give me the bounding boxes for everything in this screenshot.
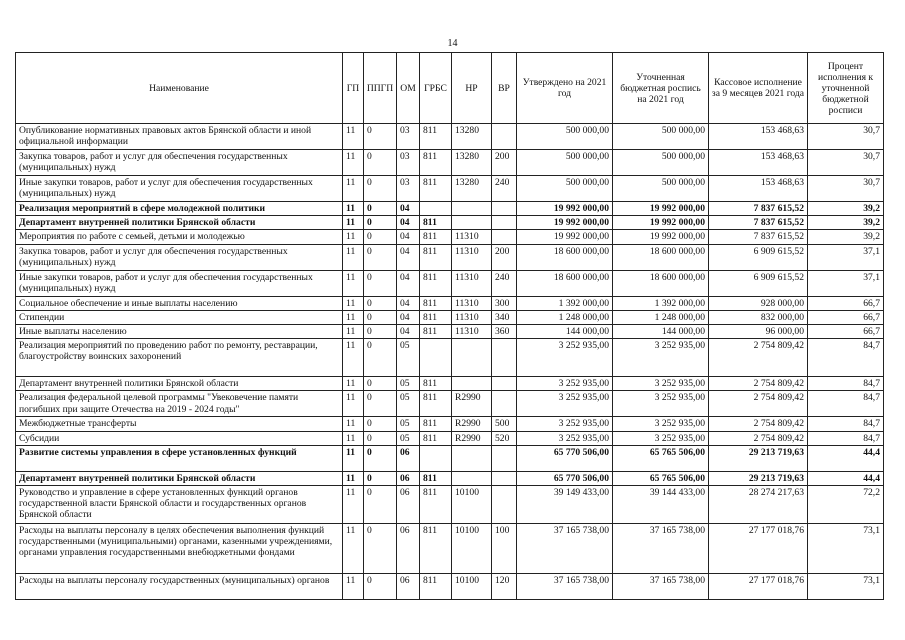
- row-cash-cell: 6 909 615,52: [709, 244, 808, 270]
- row-gp-cell: 11: [343, 339, 364, 377]
- row-approved-cell: 3 252 935,00: [517, 377, 613, 391]
- row-gp-cell: 11: [343, 377, 364, 391]
- table-row: [16, 150, 884, 176]
- row-grbs-cell: [420, 339, 452, 377]
- row-name-cell: Социальное обеспечение и иные выплаты населению: [16, 296, 343, 310]
- column-header-name: Наименование: [16, 53, 343, 124]
- table-row: [16, 391, 884, 417]
- row-nr-cell: [452, 377, 492, 391]
- row-ppgp-cell: 0: [364, 244, 397, 270]
- row-cash-cell: 153 468,63: [709, 124, 808, 150]
- page-number: 14: [447, 38, 458, 49]
- row-cash-cell: 7 837 615,52: [709, 230, 808, 244]
- row-refined-cell: 65 765 506,00: [613, 445, 709, 471]
- row-name-cell: Иные выплаты населению: [16, 325, 343, 339]
- row-vr-cell: [492, 445, 517, 471]
- row-nr-cell: R2990: [452, 391, 492, 417]
- table-row: [16, 377, 884, 391]
- row-nr-cell: R2990: [452, 417, 492, 431]
- row-name-cell: Реализация мероприятий по проведению работ по ремонту, реставрации, благоустройству воинских захоронений: [16, 339, 343, 377]
- row-grbs-cell: 811: [420, 270, 452, 296]
- row-grbs-cell: 811: [420, 176, 452, 202]
- row-percent-cell: 30,7: [808, 150, 884, 176]
- row-vr-cell: 200: [492, 150, 517, 176]
- row-cash-cell: 153 468,63: [709, 150, 808, 176]
- row-grbs-cell: 811: [420, 524, 452, 574]
- table-row: [16, 417, 884, 431]
- row-om-cell: 05: [397, 431, 420, 445]
- row-vr-cell: 520: [492, 431, 517, 445]
- column-header-gp: ГП: [343, 53, 364, 124]
- row-om-cell: 04: [397, 296, 420, 310]
- row-refined-cell: 3 252 935,00: [613, 391, 709, 417]
- table-row: [16, 176, 884, 202]
- table-row: [16, 310, 884, 324]
- row-refined-cell: 65 765 506,00: [613, 471, 709, 485]
- row-om-cell: 05: [397, 417, 420, 431]
- row-refined-cell: 18 600 000,00: [613, 244, 709, 270]
- row-ppgp-cell: 0: [364, 310, 397, 324]
- row-refined-cell: 1 392 000,00: [613, 296, 709, 310]
- row-om-cell: 04: [397, 230, 420, 244]
- column-header-grbs: ГРБС: [420, 53, 452, 124]
- row-approved-cell: 144 000,00: [517, 325, 613, 339]
- row-ppgp-cell: 0: [364, 339, 397, 377]
- row-nr-cell: 13280: [452, 150, 492, 176]
- row-om-cell: 04: [397, 325, 420, 339]
- row-vr-cell: 240: [492, 270, 517, 296]
- row-name-cell: Руководство и управление в сфере установленных функций органов государственной власти Брянской области и государственных органов Брянской области: [16, 486, 343, 524]
- row-gp-cell: 11: [343, 417, 364, 431]
- table-row: [16, 124, 884, 150]
- row-refined-cell: 3 252 935,00: [613, 431, 709, 445]
- row-vr-cell: [492, 377, 517, 391]
- column-header-cash: Кассовое исполнение за 9 месяцев 2021 года: [709, 53, 808, 124]
- table-row: [16, 230, 884, 244]
- row-grbs-cell: 811: [420, 391, 452, 417]
- table-header-row: [16, 53, 884, 124]
- row-gp-cell: 11: [343, 150, 364, 176]
- row-grbs-cell: [420, 445, 452, 471]
- row-vr-cell: [492, 124, 517, 150]
- row-refined-cell: 18 600 000,00: [613, 270, 709, 296]
- row-approved-cell: 500 000,00: [517, 150, 613, 176]
- row-ppgp-cell: 0: [364, 431, 397, 445]
- row-ppgp-cell: 0: [364, 417, 397, 431]
- row-cash-cell: 2 754 809,42: [709, 417, 808, 431]
- row-name-cell: Департамент внутренней политики Брянской области: [16, 377, 343, 391]
- row-cash-cell: 96 000,00: [709, 325, 808, 339]
- row-cash-cell: 928 000,00: [709, 296, 808, 310]
- row-approved-cell: 19 992 000,00: [517, 202, 613, 216]
- row-refined-cell: 37 165 738,00: [613, 574, 709, 600]
- row-vr-cell: [492, 471, 517, 485]
- row-approved-cell: 65 770 506,00: [517, 445, 613, 471]
- row-percent-cell: 44,4: [808, 471, 884, 485]
- row-percent-cell: 72,2: [808, 486, 884, 524]
- row-name-cell: Реализация федеральной целевой программы "Увековечение памяти погибших при защите Отечества на 2019 - 2024 годы": [16, 391, 343, 417]
- row-om-cell: 03: [397, 150, 420, 176]
- table-row: [16, 270, 884, 296]
- row-grbs-cell: 811: [420, 296, 452, 310]
- row-refined-cell: 500 000,00: [613, 124, 709, 150]
- row-cash-cell: 6 909 615,52: [709, 270, 808, 296]
- table-row: [16, 325, 884, 339]
- row-vr-cell: [492, 486, 517, 524]
- row-om-cell: 06: [397, 445, 420, 471]
- row-grbs-cell: [420, 202, 452, 216]
- row-percent-cell: 84,7: [808, 339, 884, 377]
- row-refined-cell: 19 992 000,00: [613, 202, 709, 216]
- row-nr-cell: 10100: [452, 574, 492, 600]
- column-header-approved: Утверждено на 2021 год: [517, 53, 613, 124]
- row-percent-cell: 37,1: [808, 270, 884, 296]
- row-percent-cell: 73,1: [808, 574, 884, 600]
- row-percent-cell: 39,2: [808, 216, 884, 230]
- row-grbs-cell: 811: [420, 325, 452, 339]
- row-cash-cell: 153 468,63: [709, 176, 808, 202]
- row-nr-cell: [452, 445, 492, 471]
- column-header-percent: Процент исполнения к уточненной бюджетной росписи: [808, 53, 884, 124]
- row-vr-cell: 240: [492, 176, 517, 202]
- row-nr-cell: R2990: [452, 431, 492, 445]
- row-grbs-cell: 811: [420, 150, 452, 176]
- table-row: [16, 574, 884, 600]
- row-percent-cell: 44,4: [808, 445, 884, 471]
- row-ppgp-cell: 0: [364, 230, 397, 244]
- table-row: [16, 471, 884, 485]
- table-row: [16, 431, 884, 445]
- row-om-cell: 05: [397, 377, 420, 391]
- row-approved-cell: 18 600 000,00: [517, 270, 613, 296]
- row-approved-cell: 19 992 000,00: [517, 216, 613, 230]
- row-name-cell: Субсидии: [16, 431, 343, 445]
- row-om-cell: 03: [397, 176, 420, 202]
- row-name-cell: Департамент внутренней политики Брянской области: [16, 216, 343, 230]
- row-om-cell: 06: [397, 471, 420, 485]
- column-header-nr: НР: [452, 53, 492, 124]
- row-name-cell: Департамент внутренней политики Брянской области: [16, 471, 343, 485]
- row-vr-cell: 100: [492, 524, 517, 574]
- column-header-vr: ВР: [492, 53, 517, 124]
- row-om-cell: 05: [397, 339, 420, 377]
- row-cash-cell: 2 754 809,42: [709, 431, 808, 445]
- row-refined-cell: 1 248 000,00: [613, 310, 709, 324]
- row-nr-cell: 11310: [452, 270, 492, 296]
- row-ppgp-cell: 0: [364, 445, 397, 471]
- row-refined-cell: 500 000,00: [613, 176, 709, 202]
- row-percent-cell: 30,7: [808, 176, 884, 202]
- table-row: [16, 202, 884, 216]
- row-vr-cell: 300: [492, 296, 517, 310]
- row-om-cell: 04: [397, 202, 420, 216]
- row-grbs-cell: 811: [420, 574, 452, 600]
- row-name-cell: Иные закупки товаров, работ и услуг для обеспечения государственных (муниципальных) нужд: [16, 270, 343, 296]
- row-percent-cell: 84,7: [808, 391, 884, 417]
- row-ppgp-cell: 0: [364, 486, 397, 524]
- row-gp-cell: 11: [343, 216, 364, 230]
- row-ppgp-cell: 0: [364, 524, 397, 574]
- row-cash-cell: 27 177 018,76: [709, 524, 808, 574]
- row-name-cell: Мероприятия по работе с семьей, детьми и молодежью: [16, 230, 343, 244]
- row-nr-cell: [452, 202, 492, 216]
- row-om-cell: 04: [397, 310, 420, 324]
- row-nr-cell: [452, 339, 492, 377]
- row-approved-cell: 19 992 000,00: [517, 230, 613, 244]
- row-grbs-cell: 811: [420, 486, 452, 524]
- row-gp-cell: 11: [343, 325, 364, 339]
- row-refined-cell: 19 992 000,00: [613, 216, 709, 230]
- row-gp-cell: 11: [343, 296, 364, 310]
- row-gp-cell: 11: [343, 244, 364, 270]
- row-ppgp-cell: 0: [364, 216, 397, 230]
- row-refined-cell: 3 252 935,00: [613, 339, 709, 377]
- row-nr-cell: 11310: [452, 230, 492, 244]
- row-approved-cell: 1 392 000,00: [517, 296, 613, 310]
- row-gp-cell: 11: [343, 202, 364, 216]
- row-ppgp-cell: 0: [364, 471, 397, 485]
- row-gp-cell: 11: [343, 176, 364, 202]
- row-cash-cell: 7 837 615,52: [709, 202, 808, 216]
- row-name-cell: Иные закупки товаров, работ и услуг для обеспечения государственных (муниципальных) нужд: [16, 176, 343, 202]
- row-approved-cell: 3 252 935,00: [517, 431, 613, 445]
- row-nr-cell: 10100: [452, 486, 492, 524]
- row-name-cell: Стипендии: [16, 310, 343, 324]
- row-name-cell: Закупка товаров, работ и услуг для обеспечения государственных (муниципальных) нужд: [16, 244, 343, 270]
- row-percent-cell: 39,2: [808, 202, 884, 216]
- row-vr-cell: [492, 339, 517, 377]
- row-refined-cell: 3 252 935,00: [613, 417, 709, 431]
- row-refined-cell: 3 252 935,00: [613, 377, 709, 391]
- row-grbs-cell: 811: [420, 216, 452, 230]
- row-cash-cell: 2 754 809,42: [709, 377, 808, 391]
- row-om-cell: 03: [397, 124, 420, 150]
- row-cash-cell: 2 754 809,42: [709, 391, 808, 417]
- row-approved-cell: 3 252 935,00: [517, 417, 613, 431]
- row-ppgp-cell: 0: [364, 176, 397, 202]
- row-vr-cell: [492, 216, 517, 230]
- row-ppgp-cell: 0: [364, 391, 397, 417]
- row-vr-cell: 200: [492, 244, 517, 270]
- row-name-cell: Межбюджетные трансферты: [16, 417, 343, 431]
- row-om-cell: 04: [397, 244, 420, 270]
- row-approved-cell: 18 600 000,00: [517, 244, 613, 270]
- column-header-ppgp: ППГП: [364, 53, 397, 124]
- row-vr-cell: 360: [492, 325, 517, 339]
- column-header-refined: Уточненная бюджетная роспись на 2021 год: [613, 53, 709, 124]
- row-ppgp-cell: 0: [364, 124, 397, 150]
- row-om-cell: 06: [397, 486, 420, 524]
- row-nr-cell: 11310: [452, 325, 492, 339]
- row-ppgp-cell: 0: [364, 270, 397, 296]
- row-percent-cell: 84,7: [808, 377, 884, 391]
- row-gp-cell: 11: [343, 310, 364, 324]
- row-approved-cell: 37 165 738,00: [517, 524, 613, 574]
- row-name-cell: Опубликование нормативных правовых актов Брянской области и иной официальной информации: [16, 124, 343, 150]
- row-gp-cell: 11: [343, 230, 364, 244]
- table-row: [16, 244, 884, 270]
- row-ppgp-cell: 0: [364, 202, 397, 216]
- row-refined-cell: 500 000,00: [613, 150, 709, 176]
- row-grbs-cell: 811: [420, 431, 452, 445]
- row-om-cell: 06: [397, 574, 420, 600]
- row-name-cell: Развитие системы управления в сфере установленных функций: [16, 445, 343, 471]
- row-gp-cell: 11: [343, 471, 364, 485]
- row-refined-cell: 39 144 433,00: [613, 486, 709, 524]
- row-cash-cell: 29 213 719,63: [709, 471, 808, 485]
- row-vr-cell: 340: [492, 310, 517, 324]
- row-approved-cell: 500 000,00: [517, 124, 613, 150]
- row-percent-cell: 66,7: [808, 325, 884, 339]
- row-name-cell: Закупка товаров, работ и услуг для обеспечения государственных (муниципальных) нужд: [16, 150, 343, 176]
- row-gp-cell: 11: [343, 124, 364, 150]
- row-refined-cell: 144 000,00: [613, 325, 709, 339]
- row-vr-cell: 120: [492, 574, 517, 600]
- row-ppgp-cell: 0: [364, 296, 397, 310]
- row-percent-cell: 73,1: [808, 524, 884, 574]
- table-row: [16, 296, 884, 310]
- row-nr-cell: 10100: [452, 524, 492, 574]
- row-nr-cell: [452, 471, 492, 485]
- row-nr-cell: 11310: [452, 310, 492, 324]
- table-row: [16, 486, 884, 524]
- row-name-cell: Расходы на выплаты персоналу в целях обеспечения выполнения функций государственными (муниципальными) органами, казенными учреждениями, органами управления государственными внебюджетными фондами: [16, 524, 343, 574]
- row-name-cell: Реализация мероприятий в сфере молодежной политики: [16, 202, 343, 216]
- row-gp-cell: 11: [343, 391, 364, 417]
- row-approved-cell: 37 165 738,00: [517, 574, 613, 600]
- row-approved-cell: 3 252 935,00: [517, 391, 613, 417]
- row-nr-cell: 11310: [452, 244, 492, 270]
- row-gp-cell: 11: [343, 574, 364, 600]
- table-row: [16, 216, 884, 230]
- table-body: [16, 124, 884, 600]
- row-name-cell: Расходы на выплаты персоналу государственных (муниципальных) органов: [16, 574, 343, 600]
- column-header-om: ОМ: [397, 53, 420, 124]
- row-approved-cell: 39 149 433,00: [517, 486, 613, 524]
- row-percent-cell: 84,7: [808, 431, 884, 445]
- row-percent-cell: 37,1: [808, 244, 884, 270]
- row-percent-cell: 66,7: [808, 310, 884, 324]
- row-percent-cell: 84,7: [808, 417, 884, 431]
- row-vr-cell: 500: [492, 417, 517, 431]
- row-grbs-cell: 811: [420, 471, 452, 485]
- row-gp-cell: 11: [343, 270, 364, 296]
- row-ppgp-cell: 0: [364, 574, 397, 600]
- row-nr-cell: 13280: [452, 124, 492, 150]
- row-gp-cell: 11: [343, 524, 364, 574]
- table-row: [16, 524, 884, 574]
- row-om-cell: 06: [397, 524, 420, 574]
- row-gp-cell: 11: [343, 431, 364, 445]
- row-percent-cell: 66,7: [808, 296, 884, 310]
- row-percent-cell: 30,7: [808, 124, 884, 150]
- budget-table: [15, 52, 884, 600]
- row-nr-cell: [452, 216, 492, 230]
- row-approved-cell: 500 000,00: [517, 176, 613, 202]
- row-nr-cell: 13280: [452, 176, 492, 202]
- row-ppgp-cell: 0: [364, 325, 397, 339]
- row-percent-cell: 39,2: [808, 230, 884, 244]
- row-om-cell: 05: [397, 391, 420, 417]
- table-row: [16, 339, 884, 377]
- row-grbs-cell: 811: [420, 244, 452, 270]
- row-om-cell: 04: [397, 216, 420, 230]
- row-cash-cell: 28 274 217,63: [709, 486, 808, 524]
- row-cash-cell: 7 837 615,52: [709, 216, 808, 230]
- row-vr-cell: [492, 202, 517, 216]
- row-approved-cell: 65 770 506,00: [517, 471, 613, 485]
- row-grbs-cell: 811: [420, 417, 452, 431]
- row-refined-cell: 37 165 738,00: [613, 524, 709, 574]
- table-row: [16, 445, 884, 471]
- row-vr-cell: [492, 391, 517, 417]
- row-gp-cell: 11: [343, 445, 364, 471]
- row-approved-cell: 1 248 000,00: [517, 310, 613, 324]
- row-om-cell: 04: [397, 270, 420, 296]
- row-grbs-cell: 811: [420, 310, 452, 324]
- row-gp-cell: 11: [343, 486, 364, 524]
- row-ppgp-cell: 0: [364, 377, 397, 391]
- row-cash-cell: 832 000,00: [709, 310, 808, 324]
- row-nr-cell: 11310: [452, 296, 492, 310]
- row-vr-cell: [492, 230, 517, 244]
- row-grbs-cell: 811: [420, 377, 452, 391]
- row-cash-cell: 29 213 719,63: [709, 445, 808, 471]
- row-grbs-cell: 811: [420, 124, 452, 150]
- row-refined-cell: 19 992 000,00: [613, 230, 709, 244]
- row-ppgp-cell: 0: [364, 150, 397, 176]
- row-approved-cell: 3 252 935,00: [517, 339, 613, 377]
- row-cash-cell: 27 177 018,76: [709, 574, 808, 600]
- row-cash-cell: 2 754 809,42: [709, 339, 808, 377]
- row-grbs-cell: 811: [420, 230, 452, 244]
